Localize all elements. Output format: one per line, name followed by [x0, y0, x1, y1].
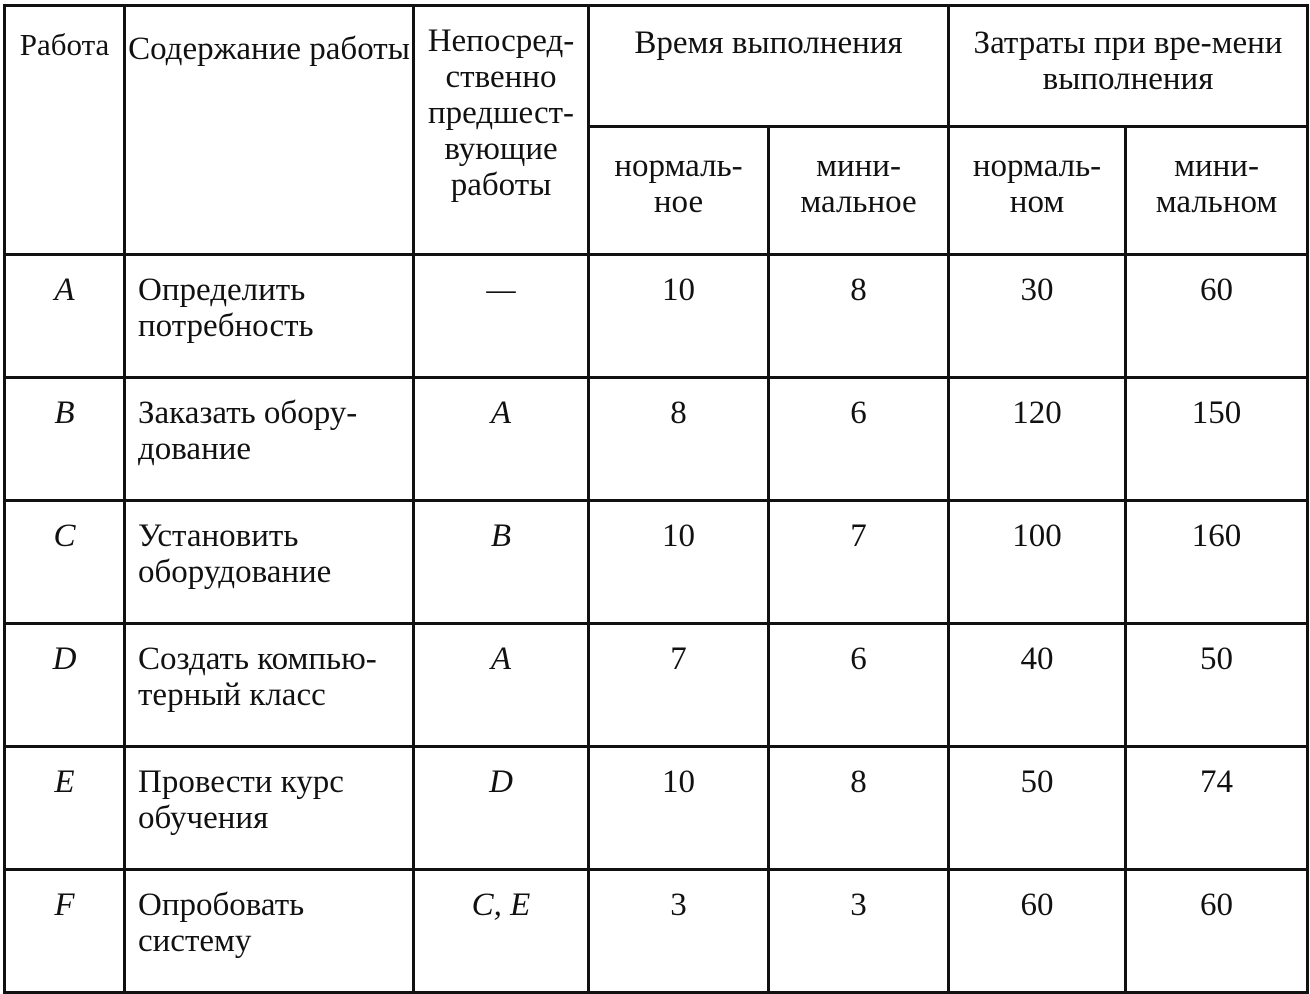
cost-normal-cell: 100 — [949, 501, 1126, 624]
cost-normal-cell: 30 — [949, 255, 1126, 378]
table-row — [5, 870, 1308, 993]
predecessor-cell: B — [414, 501, 589, 624]
cost-min-cell: 150 — [1126, 378, 1308, 501]
cost-min-cell: 160 — [1126, 501, 1308, 624]
work-description-cell: Заказать обору-дование — [125, 378, 414, 501]
duration-normal-cell: 10 — [589, 501, 769, 624]
work-description-cell: Провести курс обучения — [125, 747, 414, 870]
work-description-cell: Определить потребность — [125, 255, 414, 378]
header-content: Содержание работы — [125, 6, 414, 255]
duration-min-cell: 7 — [769, 501, 949, 624]
work-description-cell: Создать компью-терный класс — [125, 624, 414, 747]
work-id-cell: E — [5, 747, 125, 870]
predecessor-cell: — — [414, 255, 589, 378]
cost-min-cell: 50 — [1126, 624, 1308, 747]
work-id-cell: B — [5, 378, 125, 501]
duration-min-cell: 8 — [769, 747, 949, 870]
header-cost-group: Затраты при вре-мени выполнения — [949, 6, 1308, 127]
header-cost-normal: нормаль-ном — [949, 127, 1126, 255]
cost-min-cell: 60 — [1126, 255, 1308, 378]
cost-min-cell: 60 — [1126, 870, 1308, 993]
cost-normal-cell: 120 — [949, 378, 1126, 501]
duration-normal-cell: 10 — [589, 255, 769, 378]
work-id-cell: F — [5, 870, 125, 993]
duration-min-cell: 8 — [769, 255, 949, 378]
work-id-cell: D — [5, 624, 125, 747]
header-predecessors: Непосред-ственно предшест-вующие работы — [414, 6, 589, 255]
header-duration-min: мини-мальное — [769, 127, 949, 255]
predecessor-cell: C, E — [414, 870, 589, 993]
work-id-cell: C — [5, 501, 125, 624]
cost-min-cell: 74 — [1126, 747, 1308, 870]
cost-normal-cell: 60 — [949, 870, 1126, 993]
work-description-cell: Опробовать систему — [125, 870, 414, 993]
duration-normal-cell: 7 — [589, 624, 769, 747]
table-row — [5, 624, 1308, 747]
predecessor-cell: A — [414, 624, 589, 747]
table-row — [5, 255, 1308, 378]
cost-normal-cell: 40 — [949, 624, 1126, 747]
duration-min-cell: 6 — [769, 624, 949, 747]
duration-min-cell: 3 — [769, 870, 949, 993]
header-row-top — [5, 6, 1308, 127]
table-row — [5, 378, 1308, 501]
work-description-cell: Установить оборудование — [125, 501, 414, 624]
header-duration-group: Время выполнения — [589, 6, 949, 127]
cost-normal-cell: 50 — [949, 747, 1126, 870]
work-id-cell: A — [5, 255, 125, 378]
header-duration-normal: нормаль-ное — [589, 127, 769, 255]
table-row — [5, 501, 1308, 624]
project-works-table — [3, 4, 1309, 994]
duration-normal-cell: 10 — [589, 747, 769, 870]
table-row — [5, 747, 1308, 870]
duration-normal-cell: 8 — [589, 378, 769, 501]
predecessor-cell: D — [414, 747, 589, 870]
header-cost-min: мини-мальном — [1126, 127, 1308, 255]
header-work: Работа — [5, 6, 125, 255]
duration-normal-cell: 3 — [589, 870, 769, 993]
duration-min-cell: 6 — [769, 378, 949, 501]
predecessor-cell: A — [414, 378, 589, 501]
